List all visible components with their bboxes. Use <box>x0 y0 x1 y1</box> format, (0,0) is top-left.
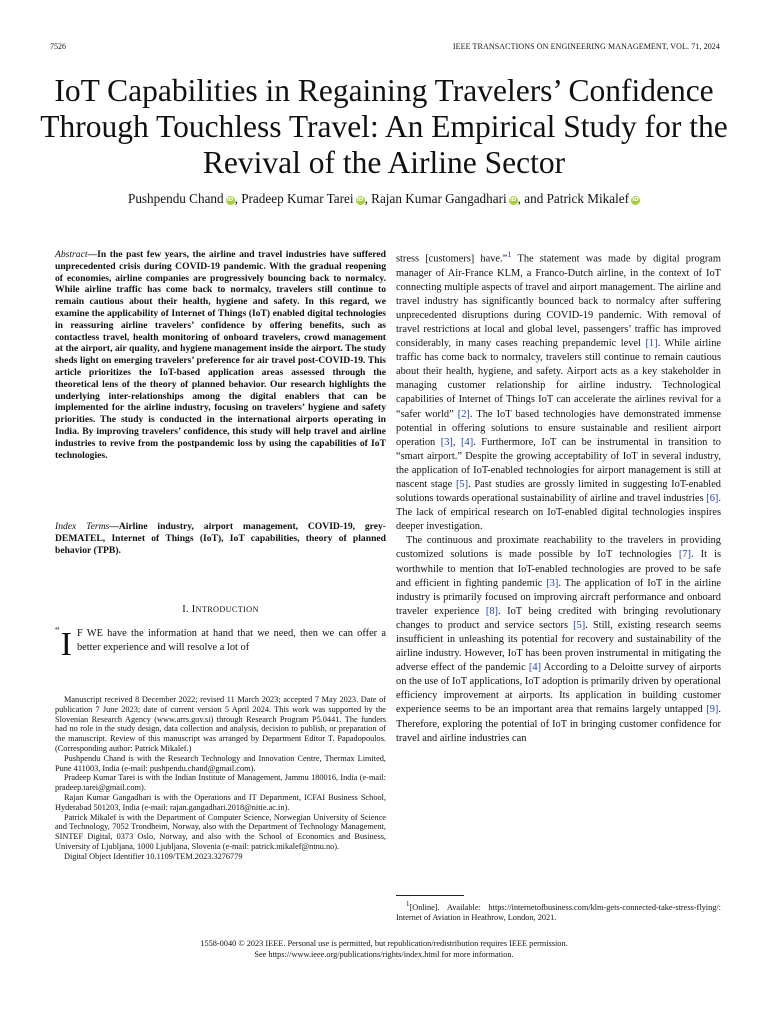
body-text: . It is worthwhile to mention that IoT-enabled technologies are proved to be safe and efficient in fighting pandemic <box>396 549 721 589</box>
index-terms-label: Index Terms <box>55 521 110 532</box>
affiliation-mikalef: Patrick Mikalef is with the Department of Computer Science, Norwegian University of Science and Technology, 7052 Trondheim, Norway, also with the Department of Technology Management, SINTEF Digital, 0373 Oslo, Norway, and also with the School of Economics and Business, University of Ljubljana, 1000 Ljubljana, Slovenia (e-mail: patrick.mikalef@ntnu.no). <box>55 812 386 851</box>
intro-text: F WE have the information at hand that we need, then we can offer a better experience and will resolve a lot of <box>76 628 386 653</box>
abstract-text: —In the past few years, the airline and travel industries have suffered unprecedented crisis during COVID-19 pandemic. With the gradual reopening of economies, airline companies are progressively bouncing back to normalcy. While airline traffic has come back to normalcy, travelers still continue to remain cautious about their health, hygiene and safety. In this regard, we examine the applicability of Internet of Things (IoT) enabled digital technologies in reassuring airline travelers’ confidence by offering benefits, such as contactless travel, health monitoring of onboard travelers, crowd management at the airport, air quality, and hygiene management inside the airport. The study sheds light on emerging travelers’ preference for air travel post-COVID-19. This article prioritizes the IoT-based application areas assessed through the theoretical lens of the theory of planned behavior. Our research highlights the underlying inter-relationships among the digital enablers that can be implemented for the airline industry, focusing on travelers’ hygiene and safety priorities. The study is conducted in the international airports operating in India. By improving travelers’ confidence, this study will help travel and airline industries to revive from the postpandemic loss by using the capabilities of IoT technologies. <box>55 249 386 461</box>
citation-link[interactable]: [4] <box>461 436 474 448</box>
open-quote: “ <box>55 626 60 637</box>
body-text: The statement was made by digital program manager of Air-France KLM, a Franco-Dutch airline, in the context of IoT connecting multiple aspects of travel and airport management. The airline and travel industry has significantly bounced back to normalcy after suffering unprecedented disruptions during COVID-19 pandemic. With removal of travel restrictions at local and global level, passengers’ traffic has improved considerably, in many cases reaching prepandemic level <box>396 253 721 350</box>
orcid-icon[interactable]: iD <box>356 197 364 203</box>
copyright-notice <box>40 939 728 960</box>
right-column-body <box>396 247 721 746</box>
citation-link[interactable]: [6] <box>706 493 719 505</box>
footnote-mark: 1 <box>406 901 410 908</box>
intro-paragraph <box>55 626 386 663</box>
body-paragraph <box>396 534 721 745</box>
section-heading <box>55 604 386 615</box>
abstract <box>55 249 386 461</box>
body-text: . Still, existing research seems insufficient in unleashing its potential for recovery and sustainability of the airline industry. However, IoT has been proven instrumental in mitigating the adverse effect of the pandemic <box>396 619 721 674</box>
body-text: . The lack of empirical research on IoT-enabled digital technologies inspires deeper investigation. <box>396 493 721 533</box>
journal-header: IEEE TRANSACTIONS ON ENGINEERING MANAGEMENT, VOL. 71, 2024 <box>452 42 720 51</box>
body-text: . Therefore, exploring the potential of IoT in bringing customer confidence for travel and airline industries can <box>396 704 721 744</box>
first-page-footnotes <box>55 695 386 862</box>
author-name: Rajan Kumar Gangadhari <box>371 191 507 206</box>
author-name: Pushpendu Chand <box>128 191 224 206</box>
citation-link[interactable]: [2] <box>457 408 470 420</box>
body-text: . The application of IoT in the airline industry is primarily focused on improving aircraft performance and onboard traveler experience <box>396 577 721 617</box>
citation-link[interactable]: [5] <box>455 478 469 490</box>
body-text: stress [customers] have.” <box>396 253 508 265</box>
author-list <box>40 190 728 208</box>
page-number: 7526 <box>50 42 66 51</box>
affiliation-tarei: Pradeep Kumar Tarei is with the Indian Institute of Management, Jammu 180016, India (e-mail: pradeep.tarei@gmail.com). <box>55 773 386 793</box>
orcid-icon[interactable]: iD <box>632 197 639 203</box>
footnote-ref[interactable]: 1 <box>507 249 512 259</box>
author-separator: , <box>364 191 372 206</box>
footnote-1-text: [Online]. Available: https://internetofbusiness.com/klm-gets-connected-take-stress-flying/: Internet of Aviation in Heathrow, London, 2021. <box>396 902 721 923</box>
copyright-line-2: See https://www.ieee.org/publications/rights/index.html for more information. <box>254 949 514 959</box>
citation-link[interactable]: [3] <box>546 577 559 589</box>
footnote-divider <box>396 895 464 896</box>
citation-link[interactable]: [7] <box>678 549 691 561</box>
body-text: According to a Deloitte survey of airports on the use of IoT applications, IoT adoption is primarily driven by operational efficiency improvement at airports. Its application in building customer experience seems to be an important area that remains largely untapped <box>396 662 721 716</box>
index-terms-text: —Airline industry, airport management, COVID-19, grey-DEMATEL, Internet of Things (IoT), IoT capabilities, theory of planned behavior (TPB). <box>55 521 386 556</box>
abstract-label: Abstract <box>55 249 88 260</box>
citation-link[interactable]: [9] <box>706 704 719 716</box>
index-terms <box>55 521 386 556</box>
body-text: . IoT being credited with bringing revolutionary changes to product and service sectors <box>396 605 721 631</box>
copyright-line-1: 1558-0040 © 2023 IEEE. Personal use is permitted, but republication/redistribution requires IEEE permission. <box>200 939 568 948</box>
section-numeral: I. <box>182 604 192 615</box>
drop-cap: I <box>60 626 72 663</box>
footnote-1 <box>396 900 721 924</box>
author-name: Patrick Mikalef <box>546 191 629 206</box>
author-separator: , <box>234 191 242 206</box>
body-paragraph <box>396 247 721 534</box>
manuscript-note: Manuscript received 8 December 2022; revised 11 March 2023; accepted 7 May 2023. Date of publication 7 June 2023; date of current version 5 April 2024. This work was supported by the Slovenian Research Agency (www.arrs.gov.si) through Research Program P5.0441. The funders had no role in the study design, data collection and analysis, decision to publish, or preparation of the manuscript. Review of this manuscript was arranged by Department Editor T. Papadopoulos. (Corresponding author: Patrick Mikalef.) <box>55 695 386 753</box>
orcid-icon[interactable]: iD <box>226 197 234 203</box>
citation-link[interactable]: [8] <box>485 605 498 617</box>
paper-title: IoT Capabilities in Regaining Travelers’ Confidence Through Touchless Travel: An Empirical Study for the Revival of the Airline Sector <box>40 73 728 180</box>
author-separator: , and <box>517 191 547 206</box>
affiliation-gangadhari: Rajan Kumar Gangadhari is with the Operations and IT Department, ICFAI Business School, Hyderabad 501203, India (e-mail: rajan.gangadhari.2018@nitie.ac.in). <box>55 792 386 812</box>
body-text: . Past studies are grossly limited in suggesting IoT-enabled solutions towards operational sustainability of airline and travel industries <box>396 478 722 505</box>
citation-link[interactable]: [4] <box>528 662 542 674</box>
doi: Digital Object Identifier 10.1109/TEM.2023.3276779 <box>64 851 243 861</box>
section-title: INTRODUCTION <box>191 604 259 615</box>
citation-link[interactable]: [1] <box>645 338 658 350</box>
citation-link[interactable]: [3] <box>440 436 453 448</box>
citation-link[interactable]: [5] <box>573 619 586 631</box>
author-name: Pradeep Kumar Tarei <box>241 191 354 206</box>
body-text: . The IoT based technologies have demonstrated immense potential in offering solutions to ensure sustainable and resilient airport operation <box>396 408 721 448</box>
body-text: The continuous and proximate reachability to the travelers in providing customized solutions is made possible by IoT technologies <box>396 535 721 561</box>
orcid-icon[interactable]: iD <box>509 197 517 203</box>
body-text: . Furthermore, IoT can be instrumental in transition to “smart airport.” Despite the growing acceptability of IoT in several industry, the application of IoT-enabled technologies for airport management is still at nascent stage <box>396 436 721 490</box>
body-text: . While airline traffic has come back to normalcy, travelers still continue to remain cautious about their health, hygiene, and safety. Airport acts as a key stakeholder in managing customer relationship for airline industry. Technological capabilities of Internet of Things IoT can accelerate the airlines revival for a “safer world” <box>396 338 721 420</box>
body-text: , <box>452 436 462 448</box>
affiliation-chand: Pushpendu Chand is with the Research Technology and Innovation Centre, Thermax Limited, Pune 411003, India (e-mail: pushpendu.chand@gmail.com). <box>55 753 386 773</box>
